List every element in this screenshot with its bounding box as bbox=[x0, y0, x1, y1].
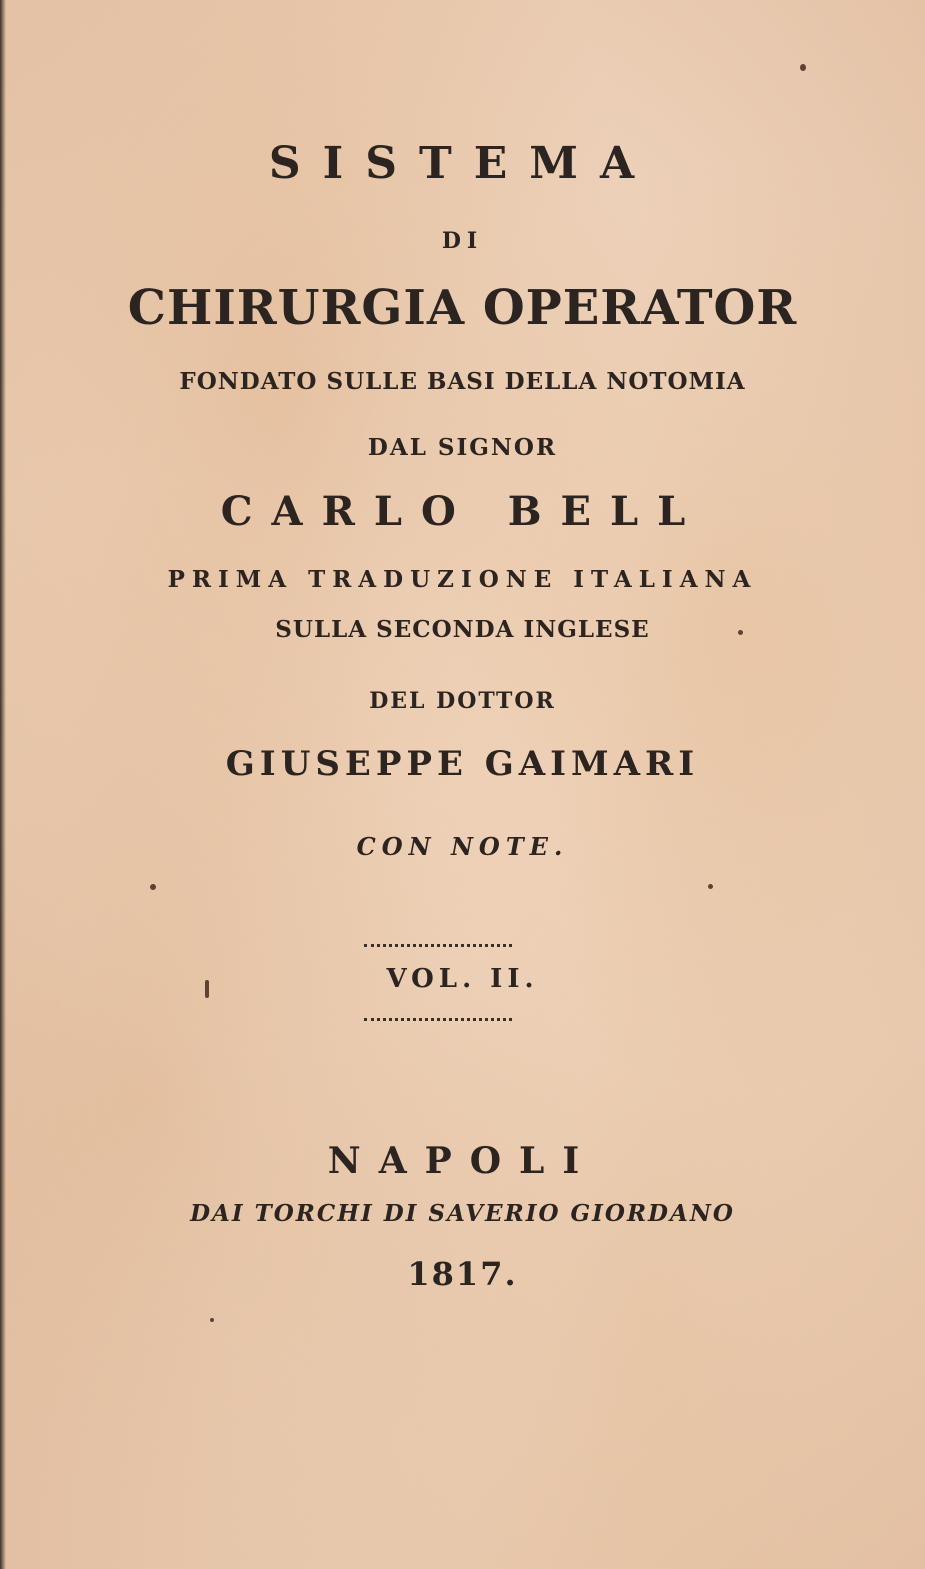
translator-name: GIUSEPPE GAIMARI bbox=[225, 744, 700, 784]
foundation-line: FONDATO SULLE BASI DELLA NOTOMIA bbox=[179, 368, 746, 395]
imprint-city: NAPOLI bbox=[327, 1140, 598, 1182]
book-subject: CHIRURGIA OPERATOR bbox=[127, 280, 798, 336]
foxing-spot bbox=[210, 1318, 214, 1322]
foxing-spot bbox=[738, 630, 743, 635]
foxing-spot bbox=[708, 884, 713, 889]
translation-line-1: PRIMA TRADUZIONE ITALIANA bbox=[167, 566, 758, 593]
notes-line: CON NOTE. bbox=[356, 832, 569, 861]
foxing-spot bbox=[800, 64, 806, 71]
foxing-spot bbox=[205, 980, 209, 998]
translator-label: DEL DOTTOR bbox=[369, 688, 556, 714]
foxing-spot bbox=[150, 884, 156, 890]
imprint-year: 1817. bbox=[407, 1255, 518, 1293]
book-title: SISTEMA bbox=[268, 138, 657, 189]
imprint-printer: DAI TORCHI DI SAVERIO GIORDANO bbox=[190, 1200, 735, 1227]
author-label: DAL SIGNOR bbox=[367, 434, 558, 461]
translation-line-2: SULLA SECONDA INGLESE bbox=[275, 616, 650, 643]
title-connector: DI bbox=[441, 228, 484, 254]
ornament-rule-bottom bbox=[364, 1018, 512, 1021]
volume-number: VOL. II. bbox=[386, 964, 539, 994]
ornament-rule-top bbox=[364, 944, 512, 947]
author-name: CARLO BELL bbox=[220, 488, 705, 535]
